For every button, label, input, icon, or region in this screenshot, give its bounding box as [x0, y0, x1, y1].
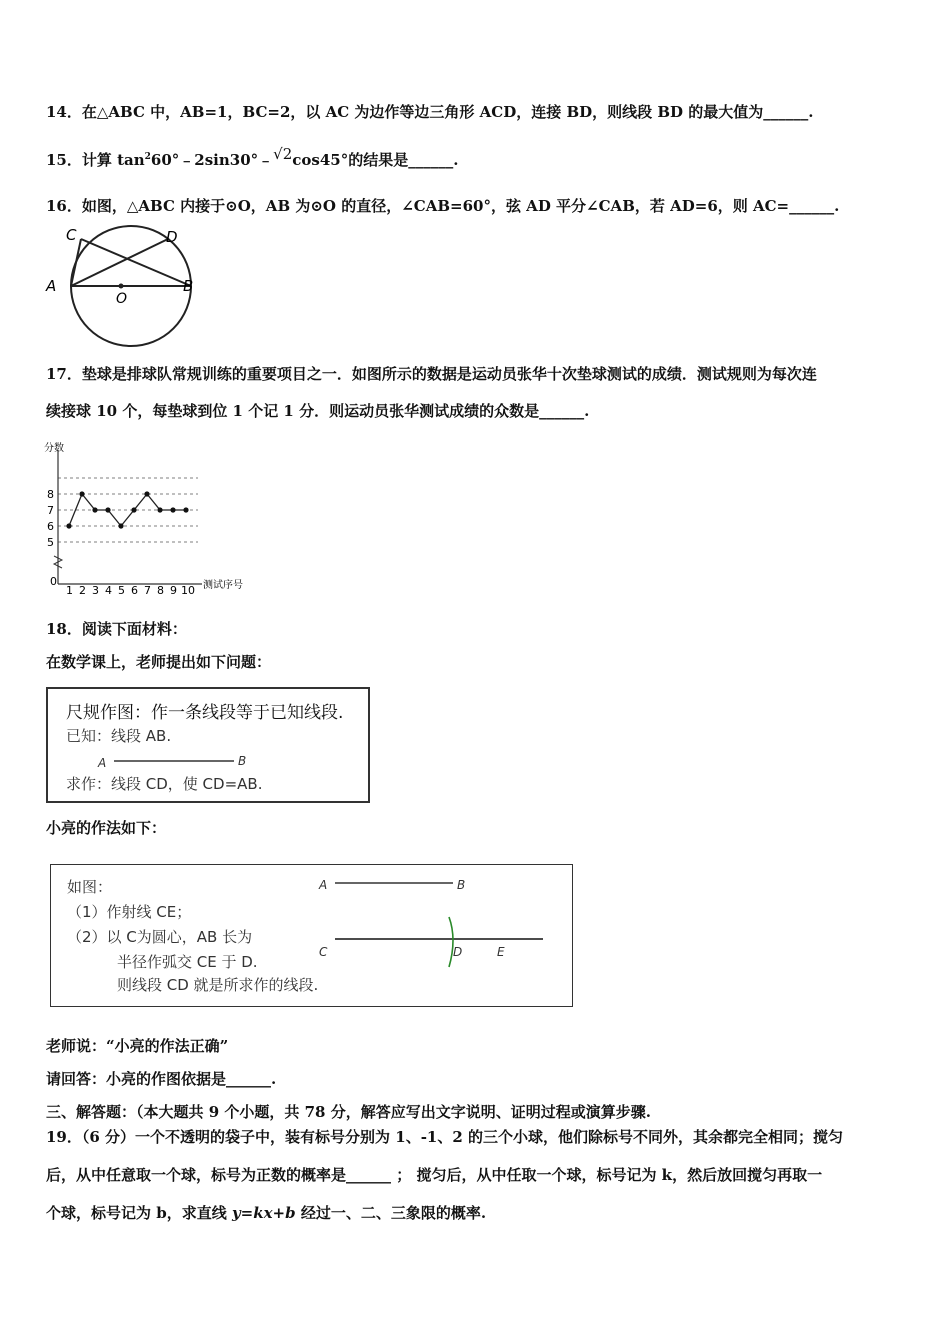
point-4 — [105, 507, 110, 512]
point-8 — [157, 507, 162, 512]
center-point — [119, 284, 124, 289]
box1-label-b: B — [238, 754, 247, 768]
q15-post: cos45°的结果是______. — [292, 151, 459, 169]
box2-line1: 如图： — [67, 878, 113, 896]
chart-ylabel: 分数 — [44, 443, 64, 454]
q16-circle-figure — [40, 222, 210, 352]
xtick-4: 4 — [105, 584, 112, 597]
xtick-5: 5 — [118, 584, 125, 597]
q15-sqrt: √2 — [273, 145, 293, 163]
question-15 — [46, 147, 458, 170]
point-1 — [66, 523, 71, 528]
point-2 — [79, 491, 84, 496]
point-9 — [170, 507, 175, 512]
box2-label-c: C — [319, 945, 328, 959]
label-o: O — [116, 291, 128, 307]
chart-xticks — [66, 584, 195, 597]
xtick-8: 8 — [157, 584, 164, 597]
box2-label-d: D — [453, 945, 463, 959]
problem-box — [46, 687, 370, 803]
question-19-line3 — [46, 1203, 486, 1223]
xtick-10: 10 — [181, 584, 195, 597]
ytick-7: 7 — [47, 504, 54, 517]
point-6 — [131, 507, 136, 512]
box1-line1: 尺规作图：作一条线段等于已知线段. — [66, 703, 344, 723]
chord-ac — [71, 239, 81, 286]
teacher-says: 老师说：“小亮的作法正确” — [46, 1037, 229, 1055]
question-17-line2: 续接球 10 个，每垫球到位 1 个记 1 分．则运动员张华测试成绩的众数是______. — [46, 402, 590, 420]
question-19-line2: 后，从中任意取一个球，标号为正数的概率是______ ； 搅匀后，从中任取一个球，标号记为 k，然后放回搅匀再取一 — [46, 1166, 823, 1184]
ytick-8: 8 — [47, 488, 54, 501]
chart-origin: 0 — [50, 575, 57, 588]
label-a: A — [46, 277, 57, 295]
point-7 — [144, 491, 149, 496]
section-3-heading: 三、解答题：（本大题共 9 个小题，共 78 分，解答应写出文字说明、证明过程或演算步骤. — [46, 1103, 651, 1121]
question-19-line1: 19．（6 分）一个不透明的袋子中，装有标号分别为 1、-1、2 的三个小球，他们除标号不同外，其余都完全相同；搅匀 — [46, 1128, 844, 1146]
q19-equation: y=kx+b — [231, 1204, 296, 1222]
ytick-6: 6 — [47, 520, 54, 533]
question-14: 14．在△ABC 中，AB=1，BC=2，以 AC 为边作等边三角形 ACD，连接 BD，则线段 BD 的最大值为______. — [46, 103, 814, 121]
box2-label-b: B — [457, 878, 466, 892]
series-line — [69, 494, 186, 526]
chart-yticks — [47, 488, 54, 549]
box2-label-e: E — [497, 945, 505, 959]
xtick-7: 7 — [144, 584, 151, 597]
point-3 — [92, 507, 97, 512]
box1-line3: 求作：线段 CD，使 CD=AB. — [66, 775, 263, 793]
question-18-intro: 在数学课上，老师提出如下问题： — [46, 653, 272, 671]
point-10 — [183, 507, 188, 512]
ytick-5: 5 — [47, 536, 54, 549]
xtick-1: 1 — [66, 584, 73, 597]
label-c: C — [66, 226, 77, 244]
q15-sup: 2 — [144, 152, 151, 162]
q17-score-chart — [40, 438, 270, 598]
point-5 — [118, 523, 123, 528]
xtick-2: 2 — [79, 584, 86, 597]
label-b: B — [183, 277, 194, 295]
box1-segment-ab — [94, 751, 254, 773]
q19-line3-pre: 个球，标号记为 b，求直线 — [46, 1204, 232, 1222]
box2-line5: 则线段 CD 就是所求作的线段. — [117, 976, 319, 994]
question-18-method: 小亮的作法如下： — [46, 819, 167, 837]
box2-line2: （1）作射线 CE； — [67, 903, 192, 921]
box2-construction — [311, 869, 561, 979]
question-18-ask: 请回答：小亮的作图依据是______. — [46, 1070, 277, 1088]
xtick-3: 3 — [92, 584, 99, 597]
q15-mid: 60°﹣2sin30°﹣ — [150, 151, 274, 169]
method-box — [50, 864, 573, 1007]
question-16: 16．如图，△ABC 内接于⊙O，AB 为⊙O 的直径，∠CAB=60°，弦 AD 平分∠CAB，若 AD=6，则 AC=______. — [46, 197, 840, 215]
xtick-6: 6 — [131, 584, 138, 597]
axis-break-mark — [54, 556, 62, 568]
q19-line3-post: 经过一、二、三象限的概率. — [295, 1204, 487, 1222]
question-18-title: 18．阅读下面材料： — [46, 620, 187, 638]
question-17-line1: 17．垫球是排球队常规训练的重要项目之一．如图所示的数据是运动员张华十次垫球测试的成绩．测试规则为每次连 — [46, 365, 817, 383]
box1-label-a: A — [98, 756, 107, 770]
box2-line3: （2）以 C为圆心，AB 长为 — [67, 928, 253, 946]
box1-line2: 已知：线段 AB. — [66, 727, 172, 745]
box2-line4: 半径作弧交 CE 于 D. — [117, 953, 258, 971]
compass-arc — [449, 917, 453, 967]
box2-label-a: A — [319, 878, 328, 892]
label-d: D — [166, 228, 178, 246]
chart-xlabel: 测试序号 — [203, 580, 243, 591]
q15-pre: 15．计算 tan — [46, 151, 145, 169]
xtick-9: 9 — [170, 584, 177, 597]
